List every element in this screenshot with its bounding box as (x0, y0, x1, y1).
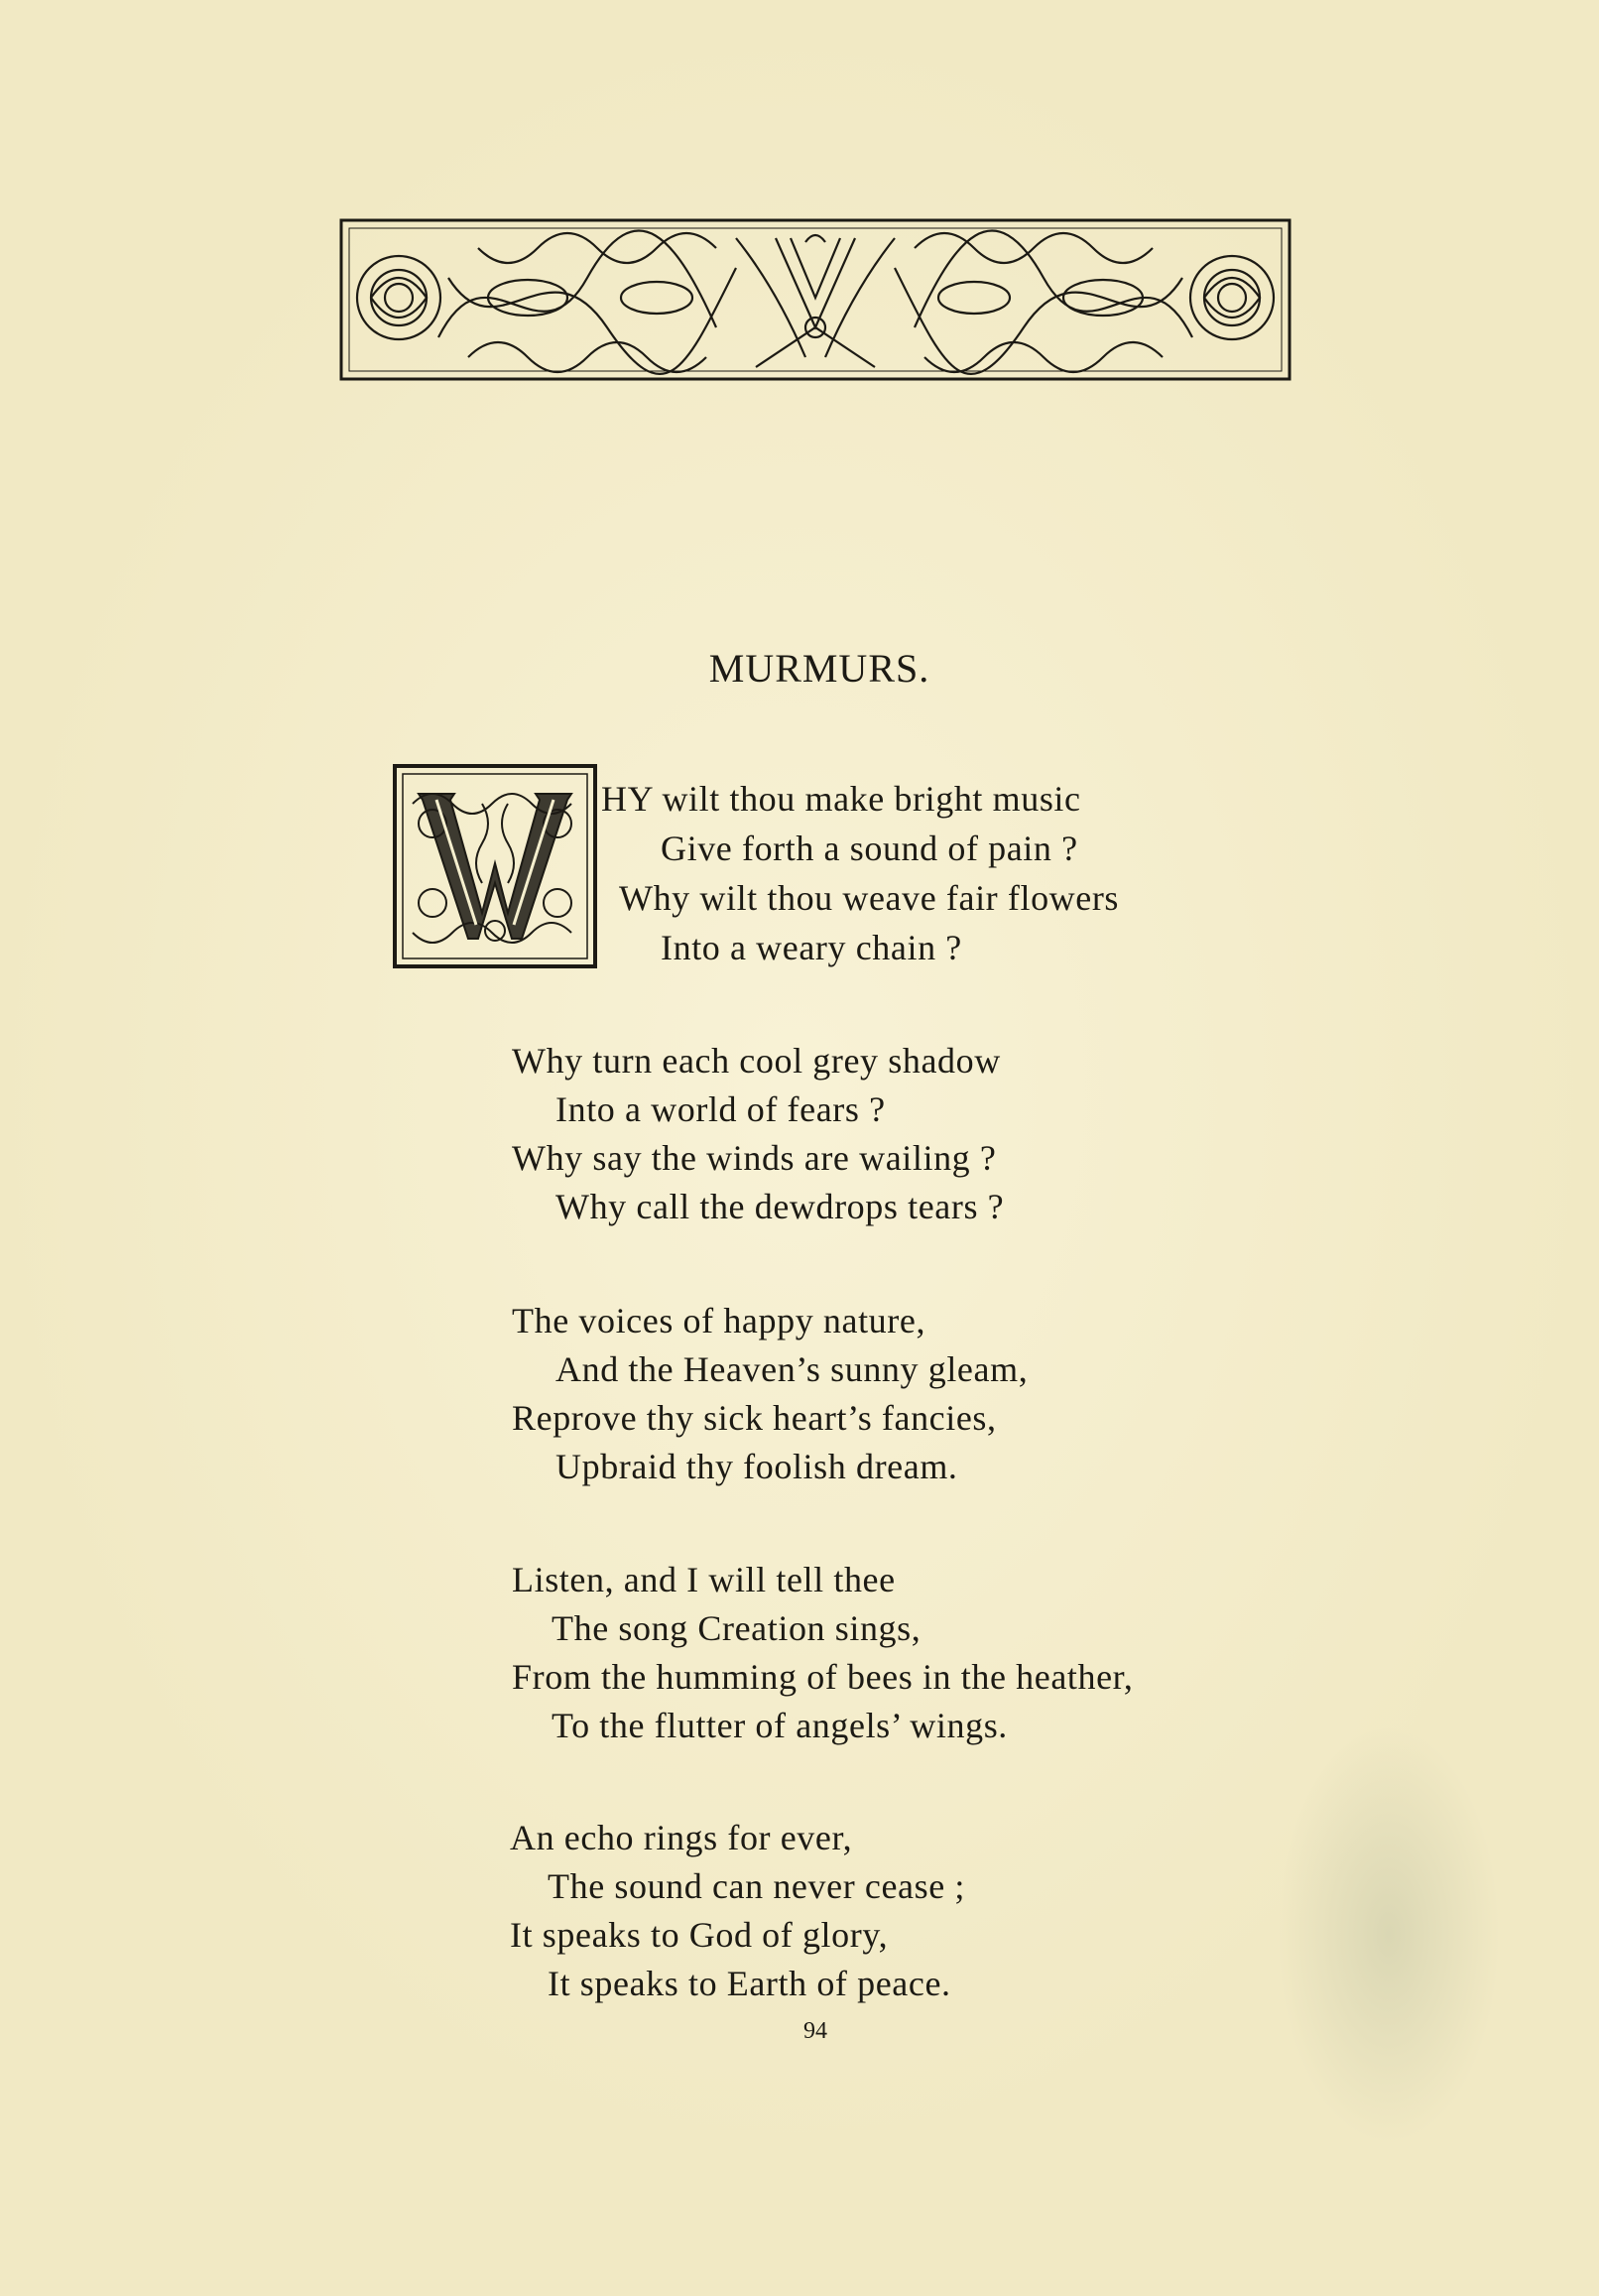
poem-line: Into a weary chain ? (661, 928, 962, 967)
poem-line: An echo rings for ever, (510, 1818, 853, 1857)
poem-line: The voices of happy nature, (512, 1301, 926, 1340)
ornamental-headpiece (339, 218, 1292, 381)
poem-line: Into a world of fears ? (555, 1089, 886, 1129)
poem-line: And the Heaven’s sunny gleam, (555, 1349, 1029, 1389)
poem-line: Listen, and I will tell thee (512, 1560, 896, 1599)
poem-line: HY wilt thou make bright music (601, 779, 1081, 819)
poem-title: MURMURS. (708, 646, 930, 691)
poem-line: To the flutter of angels’ wings. (552, 1706, 1008, 1745)
ornamental-initial-w (393, 764, 597, 968)
poem-line: The song Creation sings, (552, 1608, 922, 1648)
poem-line: From the humming of bees in the heather, (512, 1657, 1134, 1697)
poem-line: Why say the winds are wailing ? (512, 1138, 997, 1178)
poem-line: The sound can never cease ; (548, 1866, 966, 1906)
poem-line: Why call the dewdrops tears ? (555, 1187, 1005, 1226)
poem-line: Why turn each cool grey shadow (512, 1041, 1001, 1081)
poem-line: It speaks to Earth of peace. (548, 1964, 951, 2003)
page-number: 94 (803, 2018, 827, 2044)
poem-line: Give forth a sound of pain ? (661, 829, 1078, 868)
poem-line: It speaks to God of glory, (510, 1915, 889, 1955)
poem-line: Upbraid thy foolish dream. (555, 1447, 958, 1486)
poem-line: Why wilt thou weave fair flowers (619, 878, 1120, 918)
poem-line: Reprove thy sick heart’s fancies, (512, 1398, 997, 1438)
